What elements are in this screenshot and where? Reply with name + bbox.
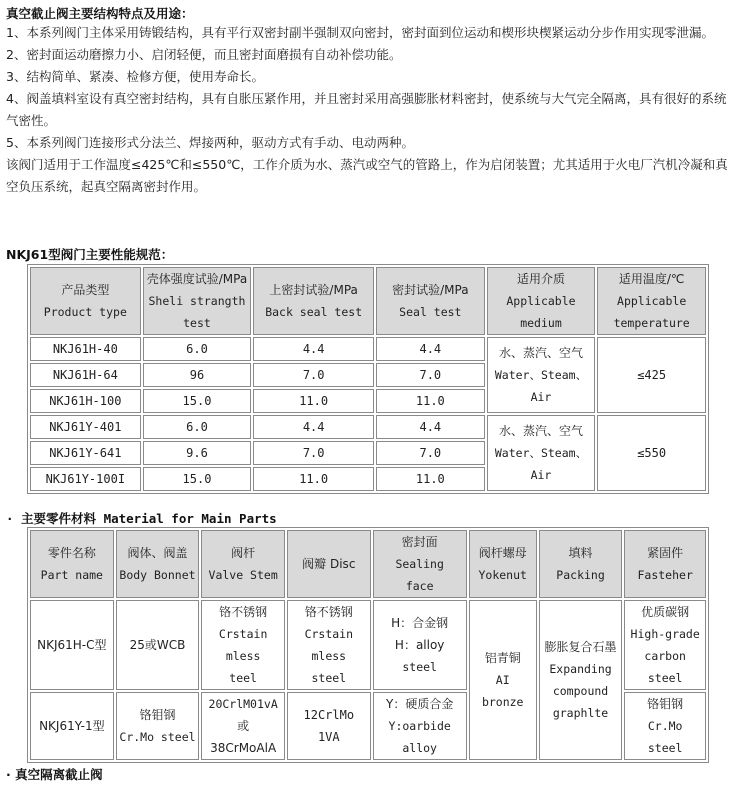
cell-sealing-face: H：合金钢 H：alloy steel bbox=[373, 600, 467, 690]
cell-packing: 膨胀复合石墨 Expanding compound graphlte bbox=[539, 600, 623, 760]
cell-temperature-group-1: ≤425 bbox=[597, 337, 706, 413]
cell-fastener: 优质碳钢 High-grade carbon steel bbox=[624, 600, 706, 690]
mat-header-body-bonnet: 阀体、阀盖 Body Bonnet bbox=[116, 530, 200, 598]
cell-disc: 12CrlMo 1VA bbox=[287, 692, 371, 760]
materials-table bbox=[27, 527, 709, 763]
cell-part-name: NKJ61H-C型 bbox=[30, 600, 114, 690]
cell-seal: 11.0 bbox=[376, 467, 485, 491]
cell-seal: 4.4 bbox=[376, 337, 485, 361]
mat-header-part-name: 零件名称 Part name bbox=[30, 530, 114, 598]
cell-shell: 15.0 bbox=[143, 389, 252, 413]
cell-fastener: 铬钼钢 Cr.Mo steel bbox=[624, 692, 706, 760]
cell-product-type: NKJ61Y-401 bbox=[30, 415, 141, 439]
cell-back-seal: 7.0 bbox=[253, 441, 374, 465]
cell-back-seal: 4.4 bbox=[253, 337, 374, 361]
mat-header-yokenut: 阀杆螺母 Yokenut bbox=[469, 530, 537, 598]
cell-shell: 9.6 bbox=[143, 441, 252, 465]
spec-header-shell-test: 壳体强度试验/MPa Sheli strangth test bbox=[143, 267, 252, 335]
cell-back-seal: 11.0 bbox=[253, 467, 374, 491]
spec-header-seal-test: 密封试验/MPa Seal test bbox=[376, 267, 485, 335]
intro-item-1: 1、本系列阀门主体采用铸锻结构，具有平行双密封副半强制双向密封，密封面到位运动和楔形块楔紧运动分步作用实现零泄漏。 bbox=[6, 25, 714, 40]
cell-body-bonnet: 铬钼钢 Cr.Mo steel bbox=[116, 692, 200, 760]
cell-sealing-face: Y：硬质合金 Y:oarbide alloy bbox=[373, 692, 467, 760]
intro-item-2: 2、密封面运动磨擦力小、启闭轻便，而且密封面磨损有自动补偿功能。 bbox=[6, 47, 402, 62]
cell-yokenut: 铝青铜 AI bronze bbox=[469, 600, 537, 760]
table-row bbox=[30, 600, 706, 690]
spec-header-temperature: 适用温度/℃ Applicable temperature bbox=[597, 267, 706, 335]
table-row bbox=[30, 337, 706, 361]
cell-back-seal: 7.0 bbox=[253, 363, 374, 387]
spec-header-back-seal: 上密封试验/MPa Back seal test bbox=[253, 267, 374, 335]
materials-section-title: · 主要零件材料 Material for Main Parts bbox=[6, 511, 277, 526]
cell-seal: 4.4 bbox=[376, 415, 485, 439]
spec-header-product-type: 产品类型 Product type bbox=[30, 267, 141, 335]
intro-item-4: 4、阀盖填料室设有真空密封结构，具有自胀压紧作用，并且密封采用高强膨胀材料密封，使系统与大气完全隔离，具有很好的系统气密性。 bbox=[6, 91, 727, 128]
cell-product-type: NKJ61H-100 bbox=[30, 389, 141, 413]
cell-back-seal: 4.4 bbox=[253, 415, 374, 439]
cell-valve-stem: 20CrlM01vA 或38CrMoAlA bbox=[201, 692, 285, 760]
cell-seal: 7.0 bbox=[376, 441, 485, 465]
intro-title: 真空截止阀主要结构特点及用途： bbox=[6, 6, 194, 21]
performance-spec-table bbox=[27, 264, 709, 494]
table-row bbox=[30, 415, 706, 439]
cell-product-type: NKJ61H-40 bbox=[30, 337, 141, 361]
cell-product-type: NKJ61Y-100I bbox=[30, 467, 141, 491]
mat-header-fastener: 紧固件 Fasteher bbox=[624, 530, 706, 598]
cell-medium-group-2: 水、蒸汽、空气 Water、Steam、 Air bbox=[487, 415, 596, 491]
cell-part-name: NKJ61Y-1型 bbox=[30, 692, 114, 760]
cell-product-type: NKJ61Y-641 bbox=[30, 441, 141, 465]
footer-section-title: · 真空隔离截止阀 bbox=[6, 767, 103, 782]
mat-header-disc: 阀瓣 Disc bbox=[287, 530, 371, 598]
mat-header-valve-stem: 阀杆 Valve Stem bbox=[201, 530, 285, 598]
cell-seal: 7.0 bbox=[376, 363, 485, 387]
cell-shell: 96 bbox=[143, 363, 252, 387]
cell-medium-group-1: 水、蒸汽、空气 Water、Steam、 Air bbox=[487, 337, 596, 413]
usage-paragraph: 该阀门适用于工作温度≤425℃和≤550℃，工作介质为水、蒸汽或空气的管路上，作为启闭装置；尤其适用于火电厂汽机冷凝和真空负压系统，起真空隔离密封作用。 bbox=[6, 157, 728, 194]
spec-header-row bbox=[30, 267, 706, 335]
cell-shell: 6.0 bbox=[143, 415, 252, 439]
materials-header-row bbox=[30, 530, 706, 598]
spec-section-title: NKJ61型阀门主要性能规范： bbox=[6, 247, 174, 262]
intro-paragraphs bbox=[6, 22, 728, 198]
intro-item-3: 3、结构简单、紧凑、检修方便，使用寿命长。 bbox=[6, 69, 264, 84]
cell-temperature-group-2: ≤550 bbox=[597, 415, 706, 491]
cell-disc: 铬不锈钢 Crstain mless steel bbox=[287, 600, 371, 690]
cell-shell: 15.0 bbox=[143, 467, 252, 491]
cell-shell: 6.0 bbox=[143, 337, 252, 361]
cell-seal: 11.0 bbox=[376, 389, 485, 413]
spec-header-medium: 适用介质 Applicable medium bbox=[487, 267, 596, 335]
mat-header-sealing-face: 密封面 Sealing face bbox=[373, 530, 467, 598]
cell-back-seal: 11.0 bbox=[253, 389, 374, 413]
intro-item-5: 5、本系列阀门连接形式分法兰、焊接两种，驱动方式有手动、电动两种。 bbox=[6, 135, 414, 150]
mat-header-packing: 填料 Packing bbox=[539, 530, 623, 598]
cell-product-type: NKJ61H-64 bbox=[30, 363, 141, 387]
cell-valve-stem: 铬不锈钢 Crstain mless teel bbox=[201, 600, 285, 690]
cell-body-bonnet: 25或WCB bbox=[116, 600, 200, 690]
